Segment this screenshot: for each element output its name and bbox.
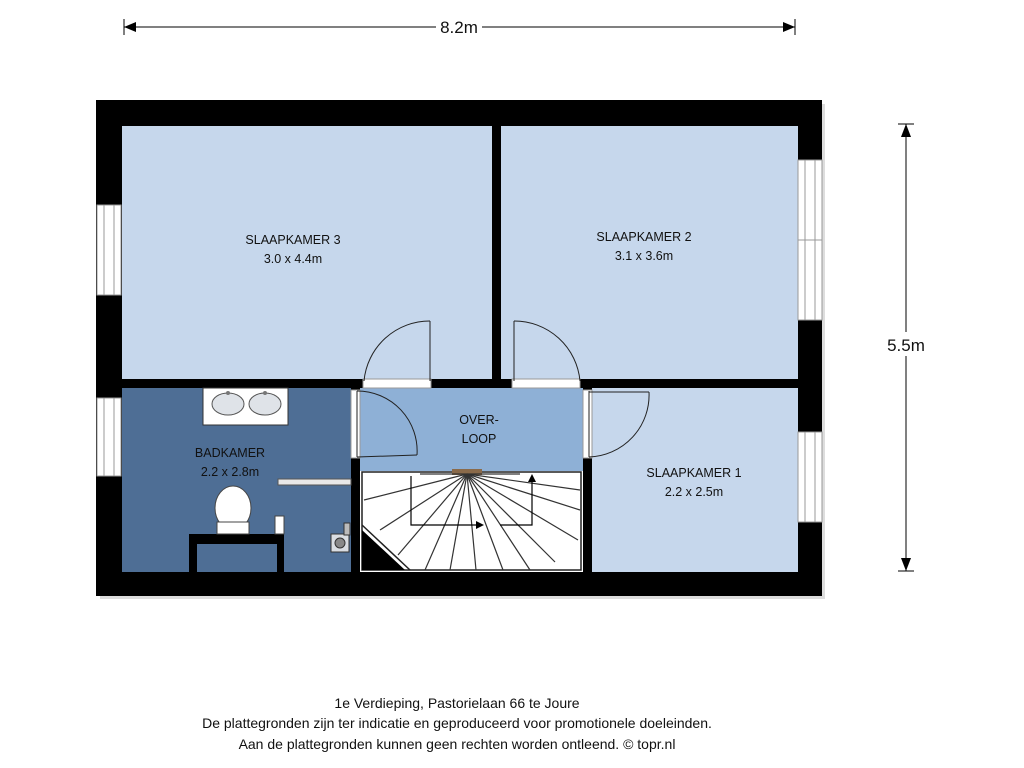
room-size-slaapkamer-1: 2.2 x 2.5m bbox=[664, 485, 724, 499]
room-name-slaapkamer-3: SLAAPKAMER 3 bbox=[245, 233, 341, 247]
room-size-slaapkamer-2: 3.1 x 3.6m bbox=[614, 249, 674, 263]
room-name-overloop-line2: LOOP bbox=[461, 432, 497, 446]
arrow-right-icon bbox=[783, 22, 795, 32]
room-name-badkamer: BADKAMER bbox=[194, 446, 266, 460]
width-dimension bbox=[124, 18, 795, 37]
room-name-slaapkamer-1: SLAAPKAMER 1 bbox=[646, 466, 742, 480]
room-name-overloop-line1: OVER- bbox=[459, 413, 499, 427]
window-left-bottom bbox=[97, 398, 121, 476]
room-size-slaapkamer-3: 3.0 x 4.4m bbox=[263, 252, 323, 266]
window-left-top bbox=[97, 205, 121, 295]
window-right-bottom bbox=[798, 432, 822, 522]
towel-rail bbox=[278, 479, 351, 485]
footer-line-3: Aan de plattegronden kunnen geen rechten worden ontleend. © topr.nl bbox=[238, 736, 676, 752]
room-name-slaapkamer-2: SLAAPKAMER 2 bbox=[596, 230, 692, 244]
toilet-roll-icon bbox=[275, 516, 284, 534]
footer-line-1: 1e Verdieping, Pastorielaan 66 te Joure bbox=[334, 695, 580, 711]
arrow-left-icon bbox=[124, 22, 136, 32]
arrow-up-icon bbox=[901, 124, 911, 137]
room-overloop bbox=[360, 388, 583, 471]
width-label: 8.2m bbox=[440, 18, 478, 37]
height-dimension bbox=[887, 124, 925, 571]
sink-left-icon bbox=[212, 393, 244, 415]
room-size-badkamer: 2.2 x 2.8m bbox=[200, 465, 260, 479]
room-slaapkamer-1 bbox=[592, 388, 798, 572]
sink-right-icon bbox=[249, 393, 281, 415]
arrow-down-icon bbox=[901, 558, 911, 571]
height-label: 5.5m bbox=[887, 336, 925, 355]
footer-line-2: De plattegronden zijn ter indicatie en geproduceerd voor promotionele doeleinden. bbox=[202, 715, 712, 731]
